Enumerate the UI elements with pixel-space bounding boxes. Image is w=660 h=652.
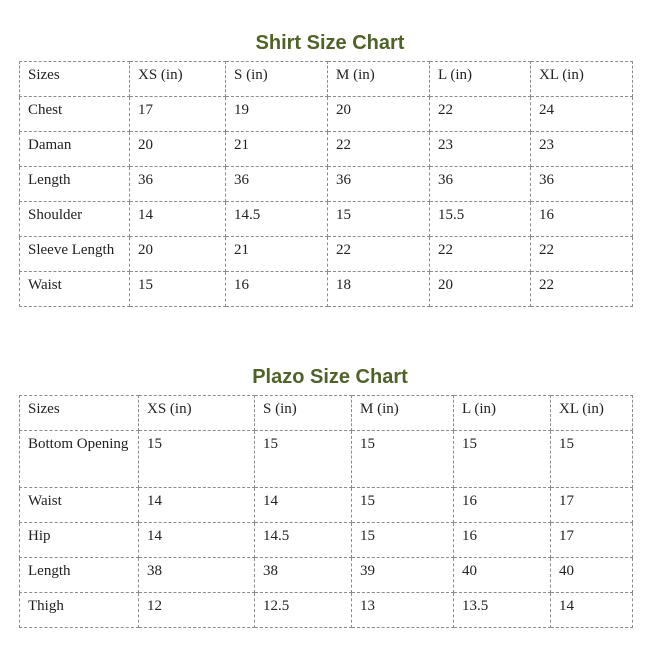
measurement-label: Daman — [20, 132, 130, 167]
measurement-label: Length — [20, 167, 130, 202]
size-value-cell: 13.5 — [454, 593, 551, 628]
size-value-cell: 16 — [531, 202, 633, 237]
table-row — [20, 97, 633, 132]
size-value-cell: 17 — [551, 488, 633, 523]
size-value-cell: 15 — [352, 523, 454, 558]
column-header: XS (in) — [139, 396, 255, 431]
size-value-cell: 39 — [352, 558, 454, 593]
size-value-cell: 14.5 — [226, 202, 328, 237]
measurement-label: Hip — [20, 523, 139, 558]
size-value-cell: 12.5 — [255, 593, 352, 628]
size-value-cell: 36 — [531, 167, 633, 202]
size-value-cell: 23 — [430, 132, 531, 167]
measurement-label: Chest — [20, 97, 130, 132]
size-value-cell: 22 — [531, 237, 633, 272]
size-value-cell: 12 — [139, 593, 255, 628]
size-value-cell: 16 — [226, 272, 328, 307]
size-value-cell: 22 — [531, 272, 633, 307]
size-value-cell: 14 — [255, 488, 352, 523]
size-value-cell: 36 — [130, 167, 226, 202]
size-value-cell: 19 — [226, 97, 328, 132]
size-value-cell: 21 — [226, 132, 328, 167]
column-header: L (in) — [430, 62, 531, 97]
size-value-cell: 14 — [551, 593, 633, 628]
size-value-cell: 14.5 — [255, 523, 352, 558]
measurement-label: Shoulder — [20, 202, 130, 237]
shirt-header-row — [20, 62, 633, 97]
size-value-cell: 20 — [130, 132, 226, 167]
size-value-cell: 23 — [531, 132, 633, 167]
size-value-cell: 14 — [130, 202, 226, 237]
size-value-cell: 20 — [430, 272, 531, 307]
table-row — [20, 431, 633, 488]
column-header: Sizes — [20, 62, 130, 97]
plazo-header-row — [20, 396, 633, 431]
column-header: Sizes — [20, 396, 139, 431]
table-row — [20, 558, 633, 593]
size-value-cell: 15 — [551, 431, 633, 488]
table-row — [20, 593, 633, 628]
table-row — [20, 488, 633, 523]
shirt-size-chart-title: Shirt Size Chart — [255, 32, 405, 54]
plazo-size-chart-title: Plazo Size Chart — [252, 366, 408, 388]
column-header: M (in) — [352, 396, 454, 431]
size-value-cell: 18 — [328, 272, 430, 307]
size-value-cell: 15.5 — [430, 202, 531, 237]
size-value-cell: 38 — [139, 558, 255, 593]
size-value-cell: 22 — [430, 237, 531, 272]
size-value-cell: 15 — [139, 431, 255, 488]
size-value-cell: 24 — [531, 97, 633, 132]
size-value-cell: 40 — [551, 558, 633, 593]
size-value-cell: 20 — [130, 237, 226, 272]
size-value-cell: 21 — [226, 237, 328, 272]
size-value-cell: 36 — [430, 167, 531, 202]
size-value-cell: 17 — [130, 97, 226, 132]
measurement-label: Length — [20, 558, 139, 593]
table-row — [20, 132, 633, 167]
column-header: XS (in) — [130, 62, 226, 97]
size-value-cell: 22 — [328, 132, 430, 167]
size-value-cell: 15 — [130, 272, 226, 307]
measurement-label: Sleeve Length — [20, 237, 130, 272]
measurement-label: Thigh — [20, 593, 139, 628]
size-value-cell: 15 — [352, 431, 454, 488]
table-row — [20, 272, 633, 307]
table-row — [20, 237, 633, 272]
column-header: XL (in) — [551, 396, 633, 431]
size-value-cell: 38 — [255, 558, 352, 593]
size-value-cell: 15 — [454, 431, 551, 488]
size-value-cell: 15 — [328, 202, 430, 237]
size-value-cell: 14 — [139, 523, 255, 558]
table-row — [20, 167, 633, 202]
size-value-cell: 40 — [454, 558, 551, 593]
size-value-cell: 20 — [328, 97, 430, 132]
size-value-cell: 22 — [430, 97, 531, 132]
size-value-cell: 22 — [328, 237, 430, 272]
shirt-size-table — [19, 61, 633, 307]
size-value-cell: 36 — [226, 167, 328, 202]
measurement-label: Bottom Opening — [20, 431, 139, 488]
size-value-cell: 13 — [352, 593, 454, 628]
size-value-cell: 17 — [551, 523, 633, 558]
table-row — [20, 523, 633, 558]
size-value-cell: 36 — [328, 167, 430, 202]
column-header: M (in) — [328, 62, 430, 97]
size-value-cell: 15 — [255, 431, 352, 488]
measurement-label: Waist — [20, 272, 130, 307]
size-value-cell: 16 — [454, 488, 551, 523]
column-header: S (in) — [255, 396, 352, 431]
column-header: XL (in) — [531, 62, 633, 97]
table-row — [20, 202, 633, 237]
size-value-cell: 16 — [454, 523, 551, 558]
size-value-cell: 15 — [352, 488, 454, 523]
column-header: L (in) — [454, 396, 551, 431]
size-value-cell: 14 — [139, 488, 255, 523]
column-header: S (in) — [226, 62, 328, 97]
measurement-label: Waist — [20, 488, 139, 523]
plazo-size-table — [19, 395, 633, 628]
